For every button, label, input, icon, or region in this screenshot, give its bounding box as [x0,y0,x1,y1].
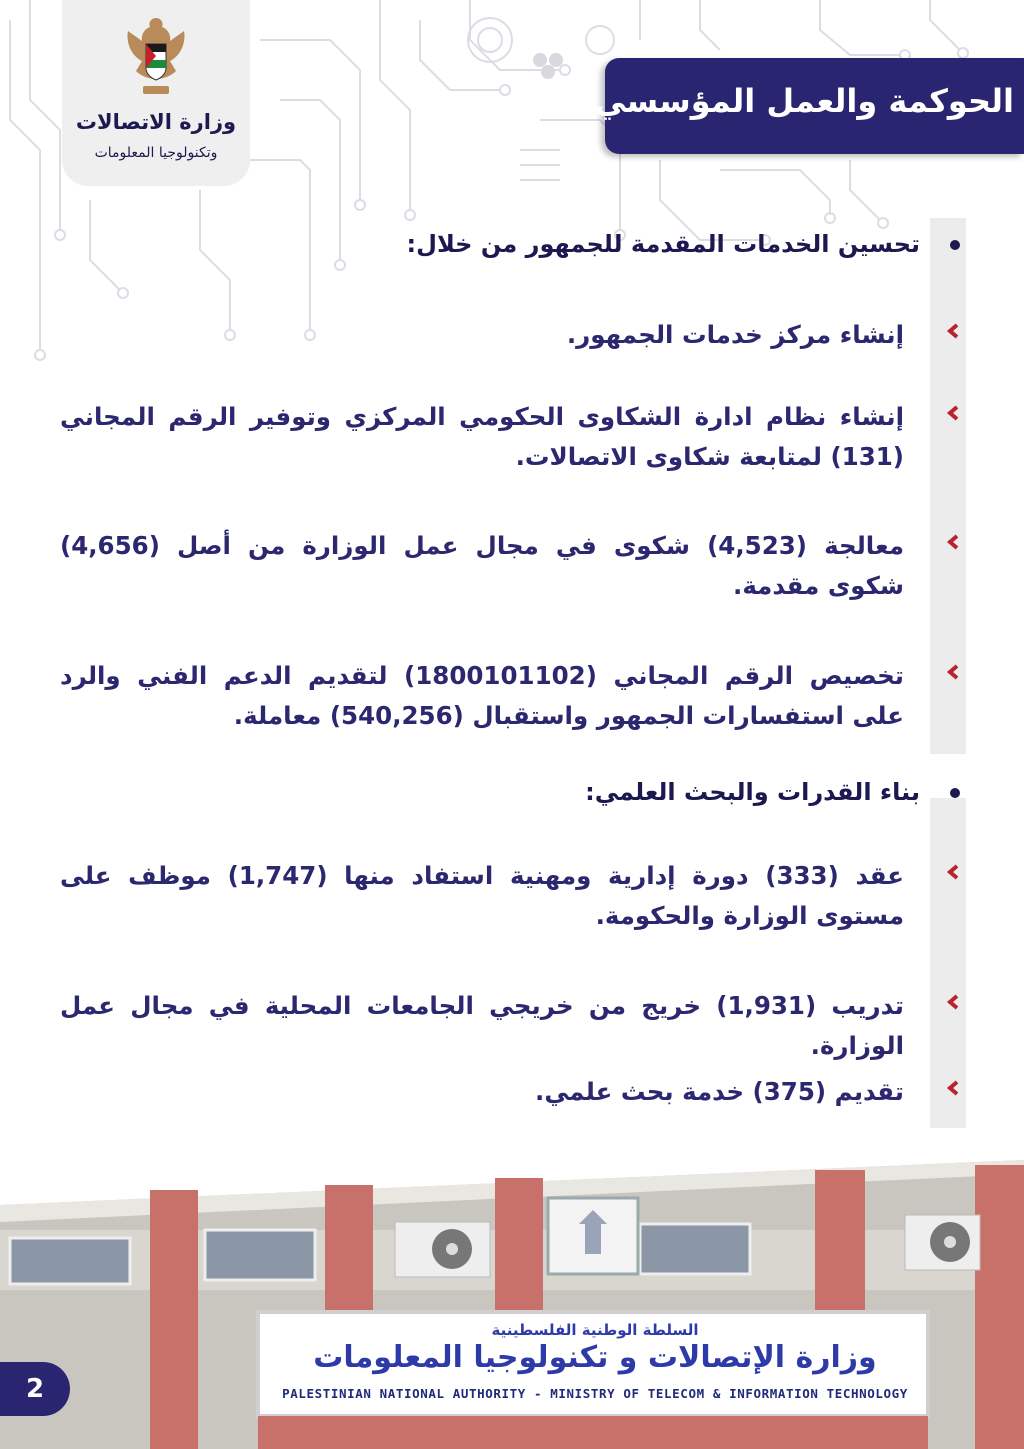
section-heading: بناء القدرات والبحث العلمي: [585,778,960,806]
logo-subtitle: وتكنولوجيا المعلومات [94,145,218,161]
ministry-building-photo [0,1160,1024,1449]
page-title-banner [594,58,1024,154]
list-item: إنشاء نظام ادارة الشكاوى الحكومي المركزي وتوفير الرقم المجاني (131) لمتابعة شكاوى الاتصالات. [60,397,960,477]
bullet-icon [950,788,960,798]
bullet-icon [950,240,960,250]
chevron-left-icon [946,319,960,343]
list-item: تدريب (1,931) خريج من خريجي الجامعات المحلية في مجال عمل الوزارة. [60,986,960,1066]
page-title: الحوكمة والعمل المؤسسي [594,82,1014,120]
chevron-left-icon [946,1076,960,1100]
list-item: تقديم (375) خدمة بحث علمي. [60,1072,960,1112]
ministry-logo-card [62,0,250,186]
section-heading: تحسين الخدمات المقدمة للجمهور من خلال: [407,230,960,258]
building-sign [262,1318,928,1414]
chevron-left-icon [946,860,960,884]
sign-top-text: السلطة الوطنية الفلسطينية [491,1321,699,1339]
chevron-left-icon [946,530,960,554]
chevron-left-icon [946,401,960,425]
sign-english-text: PALESTINIAN NATIONAL AUTHORITY - MINISTRY OF TELECOM & INFORMATION TECHNOLOGY [282,1386,908,1401]
list-item: عقد (333) دورة إدارية ومهنية استفاد منها (1,747) موظف على مستوى الوزارة والحكومة. [60,856,960,936]
logo-title: وزارة الاتصالات [75,110,237,134]
list-item: معالجة (4,523) شكوى في مجال عمل الوزارة من أصل (4,656) شكوى مقدمة. [60,526,960,606]
list-item: تخصيص الرقم المجاني (1800101102) لتقديم الدعم الفني والرد على استفسارات الجمهور واستقبال (540,256) معاملة. [60,656,960,736]
chevron-left-icon [946,660,960,684]
sign-main-text: وزارة الإتصالات و تكنولوجيا المعلومات [313,1340,877,1375]
list-item: إنشاء مركز خدمات الجمهور. [60,315,960,355]
eagle-emblem-icon [121,14,191,102]
chevron-left-icon [946,990,960,1014]
page-number-badge: 2 [0,1362,70,1416]
